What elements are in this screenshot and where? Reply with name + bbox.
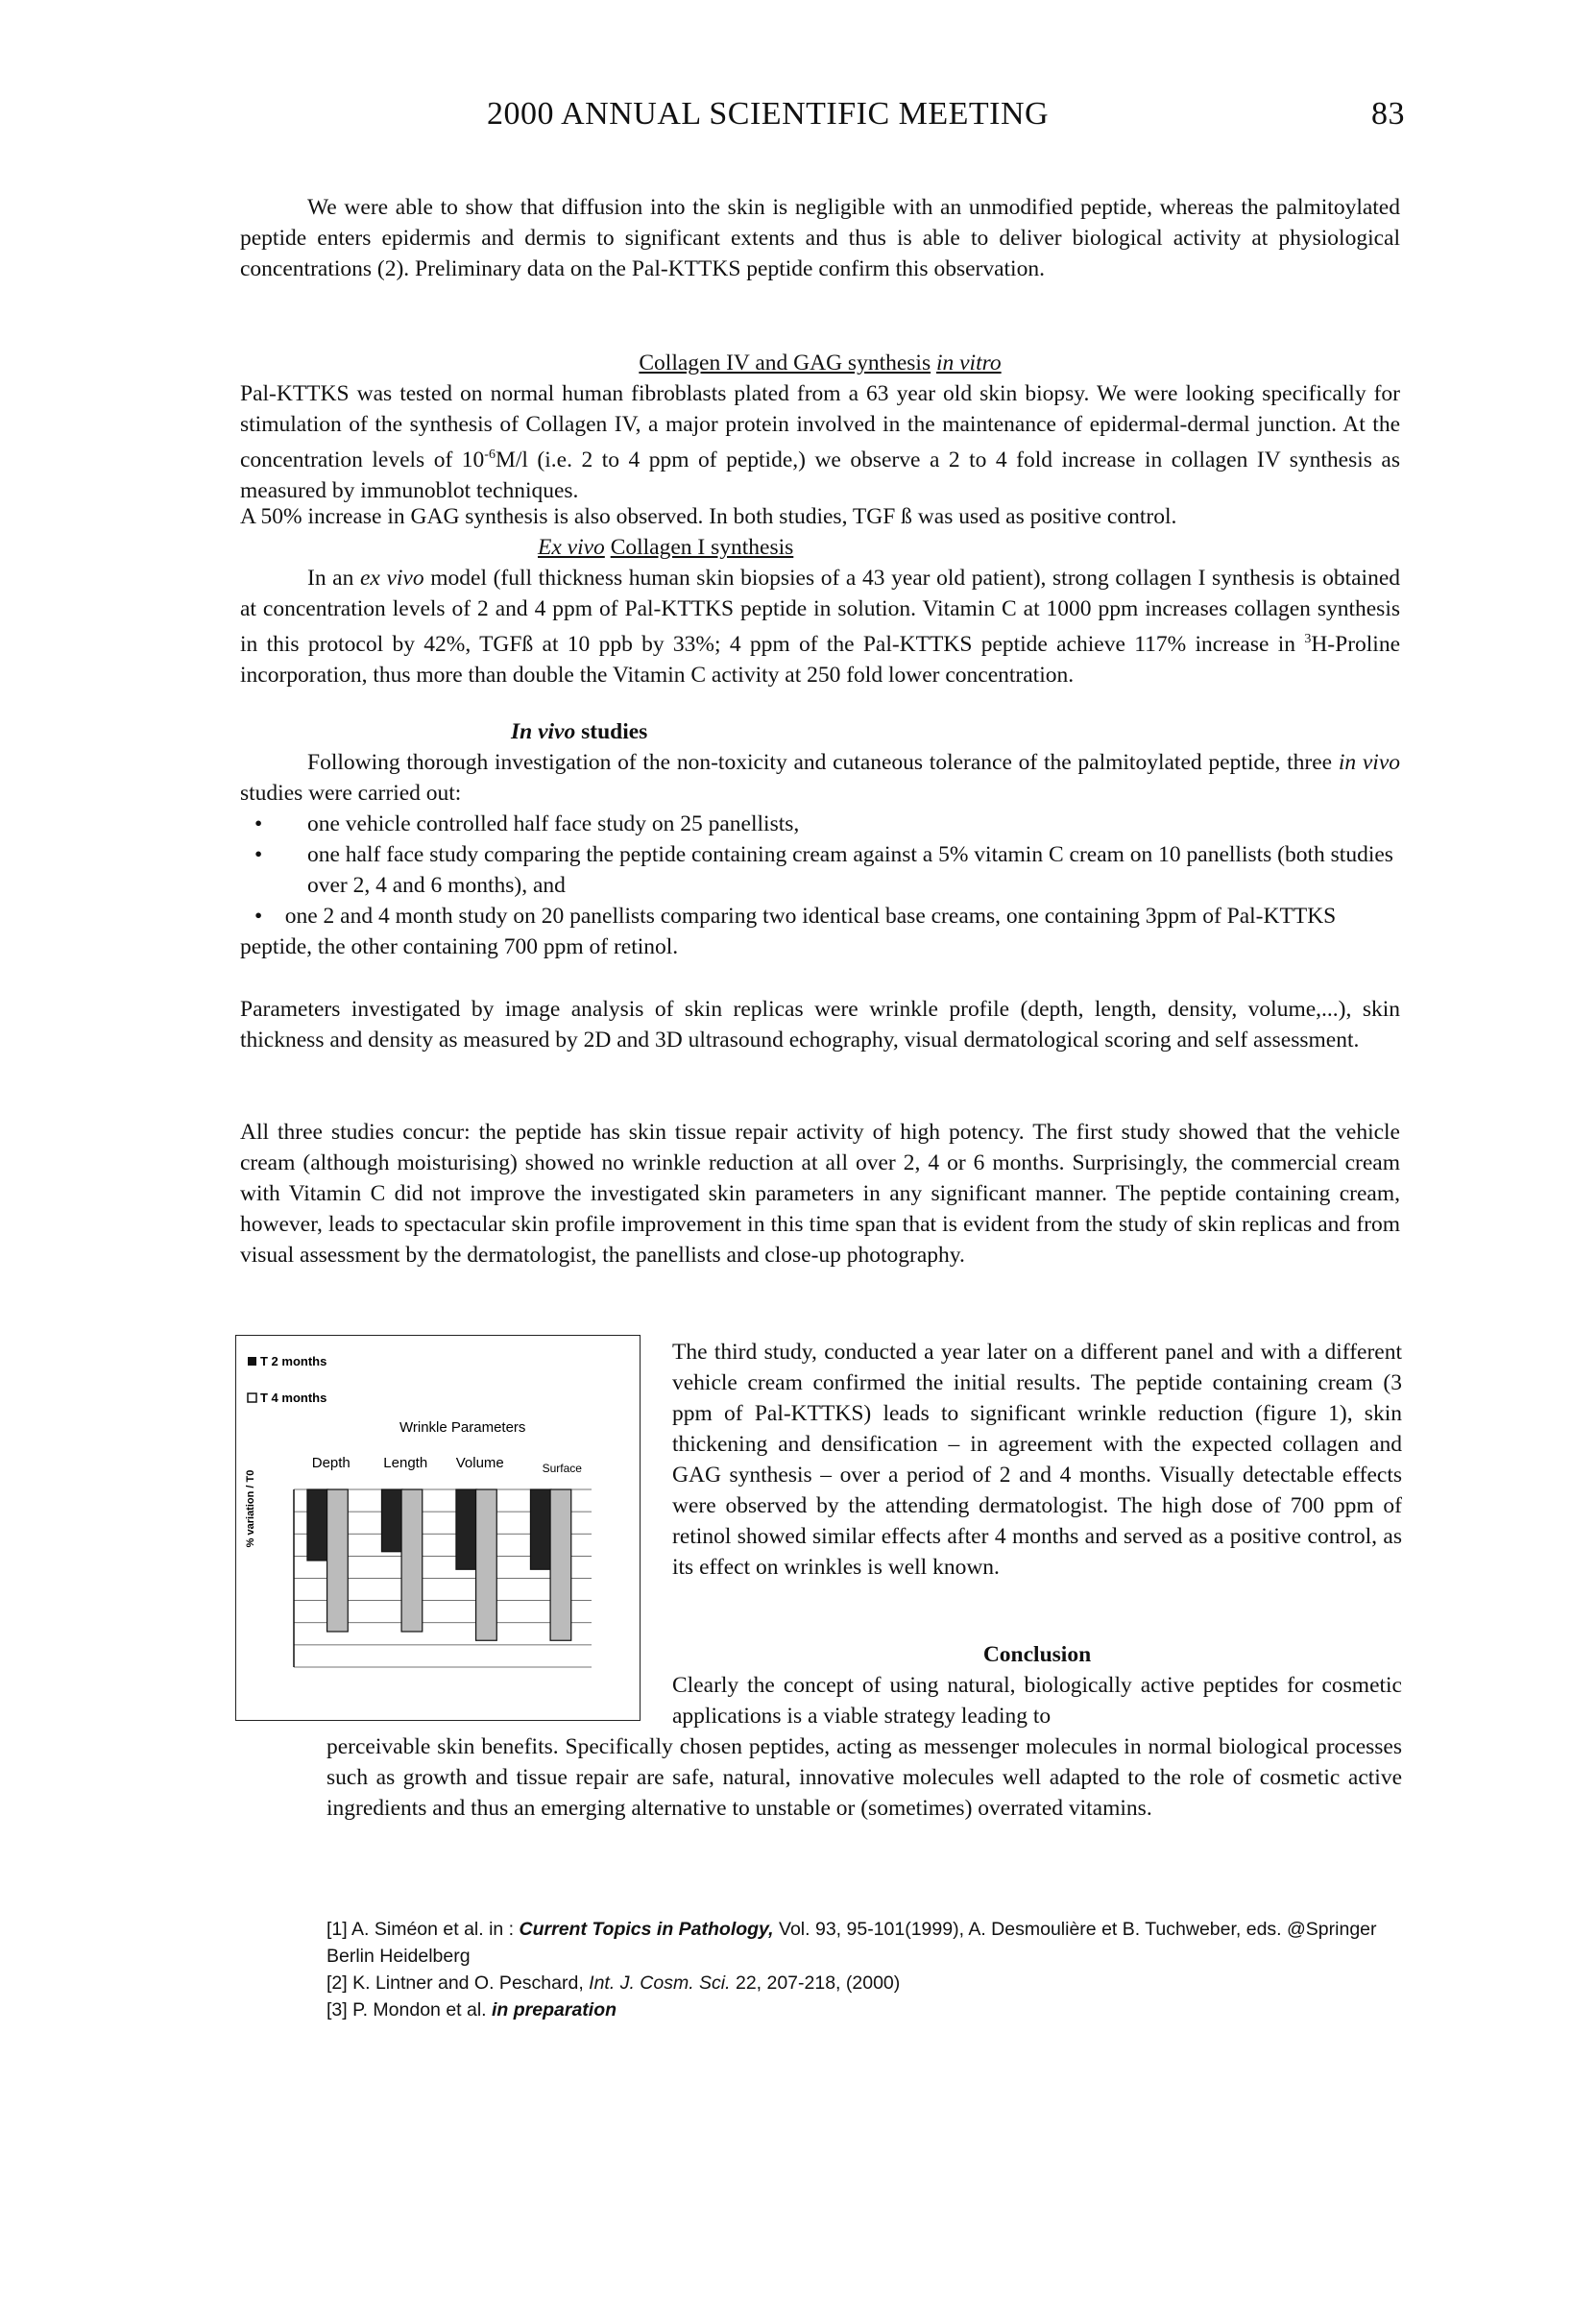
bullet-item bbox=[240, 901, 1400, 962]
chart-title: Wrinkle Parameters bbox=[399, 1419, 526, 1436]
invivo-bullet-list bbox=[240, 809, 1400, 962]
bullet-dot: • bbox=[254, 842, 263, 867]
bullet-text: one vehicle controlled half face study on 25 panellists, bbox=[307, 811, 800, 836]
third-study-paragraph: The third study, conducted a year later on a different panel and with a different vehicle cream confirmed the initial results. The peptide containing cream (3 ppm of Pal-KTTKS) leads to significant wrinkle reduction (figure 1), skin thickening and densification – in agreement with the expected collagen and GAG synthesis – over a period of 2 and 4 months. Visually detectable effects were observed by the attending dermatologist. The high dose of 700 ppm of retinol showed similar effects after 4 months and served as a positive control, as its effect on wrinkles is well known. bbox=[672, 1340, 1402, 1580]
category-label: Surface bbox=[542, 1462, 582, 1475]
references bbox=[326, 1916, 1402, 2023]
invivo-heading bbox=[511, 716, 647, 747]
bar-t2-volume bbox=[456, 1489, 477, 1569]
legend-swatch-t4 bbox=[248, 1393, 256, 1402]
bullet-dot: • bbox=[254, 811, 263, 836]
exvivo-text-italic: ex vivo bbox=[360, 566, 424, 591]
exvivo-text-c: H-Proline incorporation, thus more than double the Vitamin C activity at 250 fold lower concentration. bbox=[240, 631, 1401, 688]
ref-label: [2] K. Lintner and O. Peschard, bbox=[326, 1972, 584, 1994]
bar-t4-volume bbox=[476, 1489, 497, 1640]
bullet-dot: • bbox=[254, 904, 263, 929]
exvivo-paragraph bbox=[240, 563, 1400, 690]
reference-item bbox=[326, 1996, 1402, 2023]
category-label: Length bbox=[383, 1455, 428, 1471]
results-paragraph: All three studies concur: the peptide has skin tissue repair activity of high potency. The first study showed that the vehicle cream (although moisturising) showed no wrinkle reduction at all over 2, 4 or 6 months. Surprisingly, the commercial cream with Vitamin C did not improve the investigated skin parameters in any significant manner. The peptide containing cream, however, leads to spectacular skin profile improvement in this time span that is evident from the study of skin replicas and from visual assessment by the dermatologist, the panellists and close-up photography. bbox=[240, 1120, 1400, 1268]
exvivo-heading bbox=[240, 532, 1400, 563]
invivo-intro-italic: in vivo bbox=[1338, 750, 1400, 775]
intro-paragraph: We were able to show that diffusion into the skin is negligible with an unmodified peptide, whereas the palmitoylated peptide enters epidermis and dermis to significant extents and thus is able to deliver biological activity at physiological concentrations (2). Preliminary data on the Pal-KTTKS peptide confirm this observation. bbox=[240, 195, 1400, 281]
bullet-item bbox=[240, 809, 1400, 839]
bullet-text: one 2 and 4 month study on 20 panellists comparing two identical base creams, one containing 3ppm of Pal-KTTKS peptide, the other containing 700 ppm of retinol. bbox=[240, 904, 1337, 959]
bullet-text-wrap bbox=[240, 901, 1400, 962]
collagen-heading-main: Collagen IV and GAG synthesis bbox=[639, 351, 931, 375]
running-title: 2000 ANNUAL SCIENTIFIC MEETING bbox=[487, 96, 1050, 132]
category-label: Volume bbox=[455, 1455, 504, 1471]
ref-label: [1] A. Siméon et al. in : bbox=[326, 1919, 515, 1940]
invivo-intro-a: Following thorough investigation of the non-toxicity and cutaneous tolerance of the palmitoylated peptide, three bbox=[307, 750, 1333, 775]
conclusion-first: Clearly the concept of using natural, biologically active peptides for cosmetic applications is a viable strategy leading to bbox=[672, 1673, 1402, 1729]
chart-svg bbox=[236, 1336, 640, 1720]
y-axis-label: % variation / T0 bbox=[245, 1469, 256, 1548]
invivo-heading-rest: studies bbox=[581, 719, 648, 744]
conclusion-heading bbox=[672, 1639, 1402, 1670]
reference-item bbox=[326, 1970, 1402, 1996]
exvivo-heading-rest: Collagen I synthesis bbox=[610, 535, 794, 560]
invivo-intro bbox=[240, 747, 1400, 809]
ref-label: [3] P. Mondon et al. bbox=[326, 1999, 487, 2021]
category-label: Depth bbox=[311, 1455, 351, 1471]
reference-item bbox=[326, 1916, 1402, 1970]
legend-label-t2: T 2 months bbox=[260, 1354, 327, 1368]
invivo-heading-italic: In vivo bbox=[511, 719, 576, 744]
bar-t2-depth bbox=[307, 1489, 328, 1561]
exvivo-text-b: model (full thickness human skin biopsies of a 43 year old patient), strong collagen I synthesis is obtained at concentration levels of 2 and 4 ppm of Pal-KTTKS peptide in solution. Vitamin C at 1000 ppm increases collagen synthesis in this protocol by 42%, TGFß at 10 ppb by 33%; 4 ppm of the Pal-KTTKS peptide achieve 117% increase in bbox=[240, 566, 1401, 657]
collagen-text-a: Pal-KTTKS was tested on normal human fibroblasts plated from a 63 year old skin biopsy. We were looking specifically for stimulation of the synthesis of Collagen IV, a major protein involved in the maintenance of epidermal-dermal junction. At the concentration levels of 10 bbox=[240, 381, 1400, 472]
conclusion-rest: perceivable skin benefits. Specifically chosen peptides, acting as messenger molecules in normal biological processes such as growth and tissue repair are safe, natural, innovative molecules well adapted to the role of cosmetic active ingredients and thus an emerging alternative to unstable or (sometimes) overrated vitamins. bbox=[326, 1734, 1402, 1821]
ref-title: in preparation bbox=[492, 1999, 617, 2021]
ref-title: Int. J. Cosm. Sci. bbox=[589, 1972, 731, 1994]
bar-t2-length bbox=[381, 1489, 402, 1552]
plot-area bbox=[294, 1489, 592, 1667]
ref-rest: Vol. 93, 95-101(1999), A. Desmoulière et B. Tuchweber, eds. @Springer Berlin Heidelberg bbox=[326, 1919, 1377, 1967]
exvivo-heading-italic: Ex vivo bbox=[538, 535, 605, 560]
collagen-text-b: M/l (i.e. 2 to 4 ppm of peptide,) we observe a 2 to 4 fold increase in collagen IV synthesis as measured by immunoblot techniques. bbox=[240, 447, 1400, 503]
bar-t4-surface bbox=[550, 1489, 571, 1640]
collagen-heading-italic: in vitro bbox=[935, 351, 1002, 375]
ref-rest: 22, 207-218, (2000) bbox=[735, 1972, 901, 1994]
exvivo-sup: 3 bbox=[1304, 632, 1312, 646]
collagen-heading bbox=[240, 348, 1400, 378]
figure-1-chart bbox=[235, 1335, 641, 1721]
bar-t4-length bbox=[401, 1489, 423, 1632]
legend-swatch-t2 bbox=[248, 1357, 256, 1366]
bullet-item bbox=[240, 839, 1400, 901]
bullet-text: one half face study comparing the peptide containing cream against a 5% vitamin C cream on 10 panellists (both studies over 2, 4 and 6 months), and bbox=[307, 842, 1393, 898]
bar-t4-depth bbox=[327, 1489, 349, 1632]
ref-title: Current Topics in Pathology, bbox=[519, 1919, 774, 1940]
exvivo-text-a: In an bbox=[307, 566, 354, 591]
gag-paragraph: A 50% increase in GAG synthesis is also observed. In both studies, TGF ß was used as positive control. bbox=[240, 504, 1177, 529]
collagen-paragraph bbox=[240, 378, 1400, 506]
legend-label-t4: T 4 months bbox=[260, 1391, 327, 1405]
category-labels bbox=[312, 1455, 583, 1475]
invivo-intro-b: studies were carried out: bbox=[240, 781, 462, 806]
bar-t2-surface bbox=[530, 1489, 551, 1569]
collagen-sup: -6 bbox=[484, 448, 496, 462]
conclusion-title: Conclusion bbox=[982, 1642, 1092, 1667]
page-number: 83 bbox=[1371, 96, 1405, 132]
parameters-paragraph: Parameters investigated by image analysis of skin replicas were wrinkle profile (depth, length, density, volume,...), skin thickness and density as measured by 2D and 3D ultrasound echography, visual dermatological scoring and self assessment. bbox=[240, 997, 1400, 1053]
